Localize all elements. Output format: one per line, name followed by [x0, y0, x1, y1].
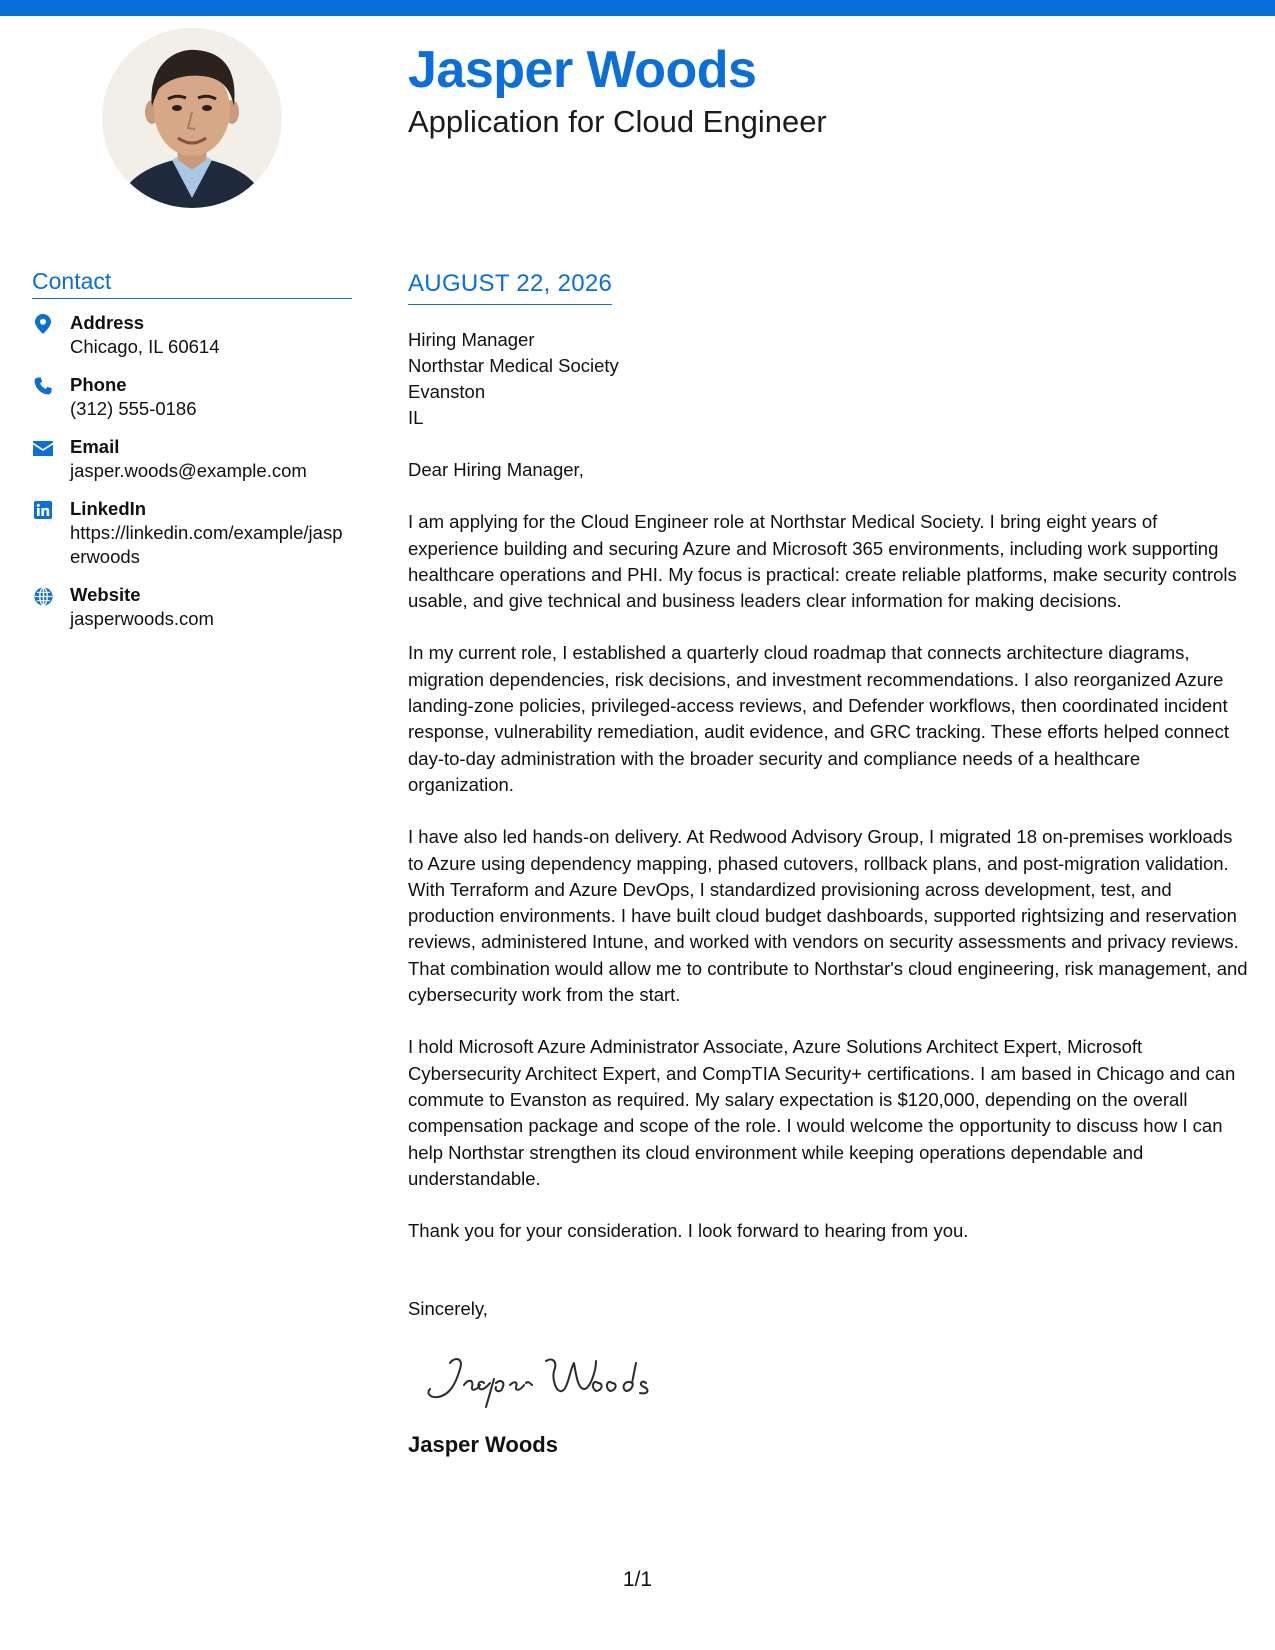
portrait-photo-icon: [102, 28, 282, 208]
letter-date: AUGUST 22, 2026: [408, 268, 612, 305]
contact-address: [32, 311, 352, 359]
contact-label: Website: [70, 584, 141, 605]
phone-value: (312) 555-0186: [70, 398, 197, 419]
handwritten-signature: [420, 1349, 660, 1409]
envelope-icon: [32, 437, 54, 459]
contact-website: [32, 583, 352, 631]
top-accent-bar: [0, 0, 1275, 16]
recipient-line: IL: [408, 407, 424, 428]
contact-heading: Contact: [32, 266, 352, 299]
email-value[interactable]: jasper.woods@example.com: [70, 460, 307, 481]
greeting: Dear Hiring Manager,: [408, 459, 584, 480]
signer-name: Jasper Woods: [408, 1431, 558, 1457]
location-pin-icon: [32, 313, 54, 335]
phone-icon: [32, 375, 54, 397]
linkedin-value[interactable]: https://linkedin.com/example/jasperwoods: [70, 522, 343, 567]
contact-label: Address: [70, 312, 145, 333]
body-paragraph: I have also led hands-on delivery. At Redwood Advisory Group, I migrated 18 on-premises workloads to Azure using dependency mapping, phased cutovers, rollback plans, and post-migration validation. With Terraform and Azure DevOps, I standardized provisioning across development, test, and production environments. I have built cloud budget dashboards, supported rightsizing and reservation reviews, administered Intune, and worked with vendors on security assessments and privacy reviews. That combination would allow me to contribute to Northstar's cloud engineering, risk management, and cybersecurity work from the start.: [408, 826, 1248, 1006]
contact-email: [32, 435, 352, 483]
recipient-block: [408, 327, 1250, 431]
contact-list: [32, 311, 352, 631]
contact-linkedin: [32, 497, 352, 569]
contact-label: Email: [70, 436, 120, 457]
recipient-line: Northstar Medical Society: [408, 355, 619, 376]
contact-phone: [32, 373, 352, 421]
body-paragraph: I hold Microsoft Azure Administrator Associate, Azure Solutions Architect Expert, Microsoft Cybersecurity Architect Expert, and CompTIA Security+ certifications. I am based in Chicago and can commute to Evanston as required. My salary expectation is $120,000, depending on the overall compensation package and scope of the role. I would welcome the opportunity to discuss how I can help Northstar strengthen its cloud environment while keeping operations dependable and understandable.: [408, 1036, 1236, 1189]
page-number: 1/1: [622, 1568, 653, 1591]
body-paragraph: Thank you for your consideration. I look forward to hearing from you.: [408, 1220, 969, 1242]
linkedin-icon: [32, 499, 54, 521]
contact-sidebar: [32, 266, 352, 645]
address-value: Chicago, IL 60614: [70, 336, 220, 357]
body-paragraph: I am applying for the Cloud Engineer role at Northstar Medical Society. I bring eight years of experience building and securing Azure and Microsoft 365 environments, including work supporting healthcare operations and PHI. My focus is practical: create reliable platforms, make security controls usable, and give technical and business leaders clear information for making decisions.: [408, 511, 1237, 612]
recipient-line: Evanston: [408, 381, 486, 402]
letter-body: [408, 268, 1250, 1459]
contact-label: LinkedIn: [70, 498, 147, 519]
closing: Sincerely,: [408, 1298, 488, 1320]
application-subtitle: Application for Cloud Engineer: [408, 104, 827, 139]
contact-label: Phone: [70, 374, 127, 395]
profile-photo: [102, 28, 282, 208]
recipient-line: Hiring Manager: [408, 329, 535, 350]
globe-icon: [32, 585, 54, 607]
applicant-name: Jasper Woods: [408, 41, 757, 99]
website-value[interactable]: jasperwoods.com: [70, 608, 214, 629]
body-paragraph: In my current role, I established a quarterly cloud roadmap that connects architecture diagrams, migration dependencies, risk decisions, and investment recommendations. I also reorganized Azure landing-zone policies, privileged-access reviews, and Defender workflows, then coordinated incident response, vulnerability remediation, audit evidence, and GRC tracking. These efforts helped connect day-to-day administration with the broader security and compliance needs of a healthcare organization.: [408, 642, 1229, 795]
